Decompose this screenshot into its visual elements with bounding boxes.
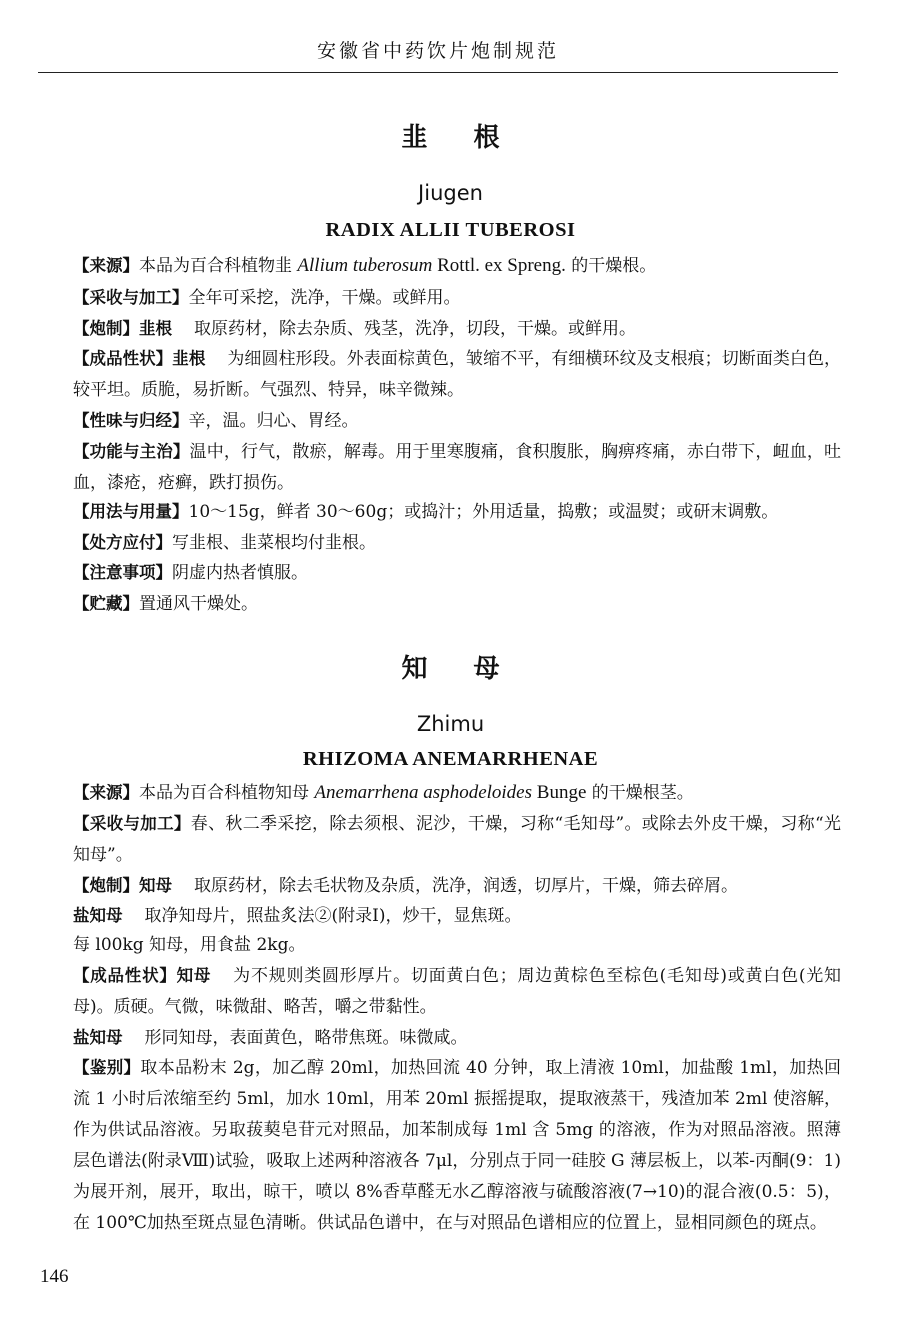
herb-pinyin-zhimu: Zhimu <box>416 712 485 736</box>
zhimu-salt-ratio: 每 l00kg 知母，用食盐 2kg。 <box>73 935 306 955</box>
page-number: 146 <box>40 1266 69 1287</box>
sub-label: 韭根 <box>139 319 172 338</box>
section-label: 【用法与用量】 <box>73 502 189 521</box>
sub-label: 盐知母 <box>73 1028 123 1047</box>
running-header <box>38 30 838 73</box>
section-label: 【成品性状】 <box>73 349 173 368</box>
section-label: 【功能与主治】 <box>73 442 190 461</box>
zhimu-identification: 【鉴别】取本品粉末 2g，加乙醇 20ml，加热回流 40 分钟，取上清液 10ml，加盐酸 1ml，加热回流 1 小时后浓缩至约 5ml，加水 10ml，用苯 20ml 振摇提取，提取液蒸干，残渣加苯 2ml 使溶解，作为供试品溶液。另取菝葜皂苷元对照品，加苯制成每 1ml 含 5mg 的溶液，作为对照品溶液。照薄层色谱法(附录Ⅷ)试验，吸取上述两种溶液各 7μl，分别点于同一硅胶 G 薄层板上，以苯-丙酮(9：1)为展开剂，展开，取出，晾干，喷以 8%香草醛无水乙醇溶液与硫酸溶液(7→10)的混合液(0.5：5)，在 100℃加热至斑点显色清晰。供试品色谱中，在与对照品色谱相应的位置上，显相同颜色的斑点。 <box>73 1058 841 1233</box>
section-label: 【处方应付】 <box>73 533 172 552</box>
jiugen-caution: 【注意事项】阴虚内热者慎服。 <box>73 563 308 583</box>
section-label: 【来源】 <box>73 783 139 802</box>
herb-title-zhimu: 知母 <box>401 654 546 684</box>
section-label: 【性味与归经】 <box>73 411 189 430</box>
jiugen-function: 【功能与主治】温中，行气，散瘀，解毒。用于里寒腹痛，食积腹胀，胸痹疼痛，赤白带下，衄血，吐血，漆疮，疮癣，跌打损伤。 <box>73 442 842 493</box>
section-label: 【采收与加工】 <box>73 288 189 307</box>
zhimu-character: 【成品性状】知母 为不规则类圆形厚片。切面黄白色；周边黄棕色至棕色(毛知母)或黄白色(光知母)。质硬。气微，味微甜、略苦，嚼之带黏性。 <box>73 966 842 1017</box>
jiugen-harvest: 【采收与加工】全年可采挖，洗净，干燥。或鲜用。 <box>73 288 461 308</box>
jiugen-character: 【成品性状】韭根 为细圆柱形段。外表面棕黄色，皱缩不平，有细横环纹及支根痕；切断面类白色，较平坦。质脆，易折断。气强烈、特异，味辛微辣。 <box>73 349 842 400</box>
jiugen-prescription: 【处方应付】写韭根、韭菜根均付韭根。 <box>73 533 376 553</box>
jiugen-processing: 【炮制】韭根 取原药材，除去杂质、残茎，洗净，切段，干燥。或鲜用。 <box>73 319 636 339</box>
zhimu-harvest: 【采收与加工】春、秋二季采挖，除去须根、泥沙，干燥，习称“毛知母”。或除去外皮干燥，习称“光知母”。 <box>73 814 841 865</box>
running-title: 安徽省中药饮片炮制规范 <box>316 40 559 62</box>
zhimu-source: 【来源】本品为百合科植物知母 Anemarrhena asphodeloides Bunge 的干燥根茎。 <box>73 782 694 803</box>
jiugen-storage: 【贮藏】置通风干燥处。 <box>73 594 258 614</box>
sub-label: 韭根 <box>172 349 206 368</box>
section-label: 【来源】 <box>73 256 139 275</box>
herb-title-jiugen: 韭根 <box>401 123 546 153</box>
zhimu-processing: 【炮制】知母 取原药材，除去毛状物及杂质，洗净，润透，切厚片，干燥，筛去碎屑。 <box>73 876 738 896</box>
section-label: 【炮制】 <box>73 876 139 895</box>
section-label: 【鉴别】 <box>73 1058 141 1077</box>
herb-latin-zhimu: RHIZOMA ANEMARRHENAE <box>302 748 599 770</box>
zhimu-salt: 盐知母 取净知母片，照盐炙法②(附录Ⅰ)，炒干，显焦斑。 <box>73 906 522 926</box>
herb-pinyin-jiugen: Jiugen <box>418 181 483 205</box>
section-label: 【贮藏】 <box>73 594 139 613</box>
jiugen-nature: 【性味与归经】辛，温。归心、胃经。 <box>73 411 359 431</box>
sub-label: 知母 <box>139 876 172 895</box>
section-label: 【注意事项】 <box>73 563 172 582</box>
jiugen-source: 【来源】本品为百合科植物韭 Allium tuberosum Rottl. ex Spreng. 的干燥根。 <box>73 255 657 276</box>
zhimu-salt-character: 盐知母 形同知母，表面黄色，略带焦斑。味微咸。 <box>73 1028 468 1048</box>
sub-label: 知母 <box>176 966 212 985</box>
herb-latin-jiugen: RADIX ALLII TUBEROSI <box>325 219 576 241</box>
section-label: 【炮制】 <box>73 319 139 338</box>
section-label: 【成品性状】 <box>73 966 177 985</box>
jiugen-usage: 【用法与用量】10～15g，鲜者 30～60g；或捣汁；外用适量，捣敷；或温熨；或研末调敷。 <box>73 502 779 522</box>
section-label: 【采收与加工】 <box>73 814 191 833</box>
sub-label: 盐知母 <box>73 906 123 925</box>
